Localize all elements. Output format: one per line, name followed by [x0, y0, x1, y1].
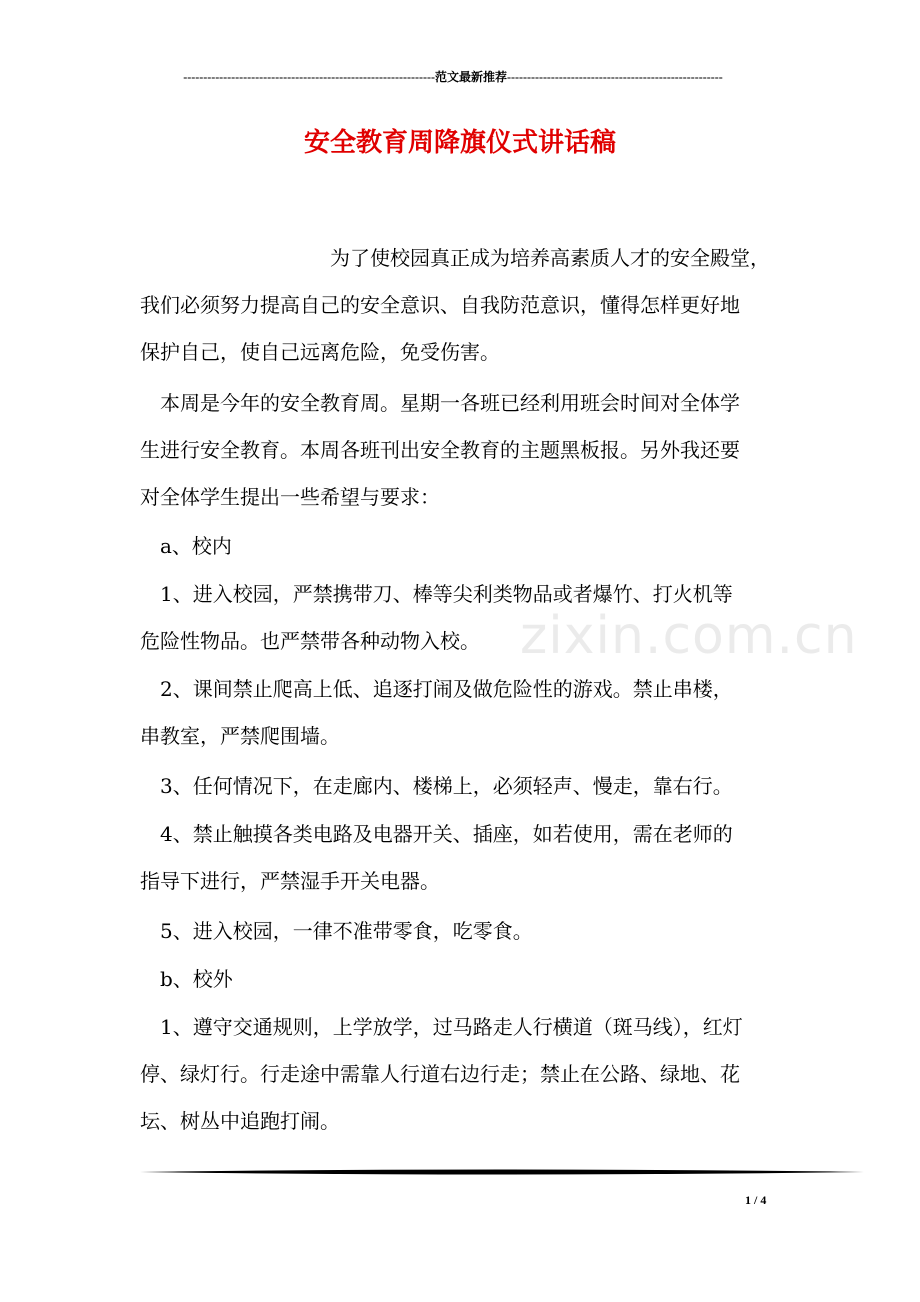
- paragraph-2: [140, 380, 790, 521]
- paragraph-line: 串教室，严禁爬围墙。: [140, 724, 340, 748]
- paragraph-line: 指导下进行，严禁湿手开关电器。: [140, 869, 440, 893]
- rule-item-1: [140, 571, 790, 665]
- paragraph-line: a、校内: [160, 534, 232, 558]
- document-title: 安全教育周降旗仪式讲话稿: [303, 128, 616, 158]
- watermark: zixin.com.cn: [520, 606, 858, 666]
- page-header: ---------------------------------------------------------------范文最新推荐------------------------------------------------------: [183, 70, 723, 84]
- section-heading-a: [140, 523, 790, 570]
- paragraph-line: 为了使校园真正成为培养高素质人才的安全殿堂，: [330, 246, 770, 270]
- paragraph-line: 本周是今年的安全教育周。星期一各班已经利用班会时间对全体学: [160, 391, 740, 415]
- paragraph-line: 生进行安全教育。本周各班刊出安全教育的主题黑板报。另外我还要: [140, 438, 740, 462]
- rule-item-2: [140, 666, 790, 760]
- paragraph-line: 保护自己，使自己远离危险，免受伤害。: [140, 340, 500, 364]
- paragraph-line: 我们必须努力提高自己的安全意识、自我防范意识，懂得怎样更好地: [140, 293, 740, 317]
- paragraph-line: 5、进入校园，一律不准带零食，吃零食。: [160, 919, 533, 943]
- paragraph-line: 2、课间禁止爬高上低、追逐打闹及做危险性的游戏。禁止串楼，: [160, 677, 733, 701]
- rule-item-4: [140, 811, 790, 905]
- rule-item-5: [140, 908, 790, 955]
- paragraph-line: 危险性物品。也严禁带各种动物入校。: [140, 629, 480, 653]
- rule-item-b1: [140, 1004, 790, 1145]
- paragraph-line: 1、遵守交通规则，上学放学，过马路走人行横道（斑马线），红灯: [160, 1015, 743, 1039]
- footer-divider: [140, 1163, 864, 1179]
- rule-item-3: [140, 763, 790, 810]
- paragraph-line: 对全体学生提出一些希望与要求：: [140, 485, 440, 509]
- paragraph-line: b、校外: [160, 967, 233, 991]
- section-heading-b: [140, 956, 790, 1003]
- paragraph-line: 3、任何情况下，在走廊内、楼梯上，必须轻声、慢走，靠右行。: [160, 774, 733, 798]
- paragraph-1: [140, 235, 790, 376]
- paragraph-line: 停、绿灯行。行走途中需靠人行道右边行走；禁止在公路、绿地、花: [140, 1062, 740, 1086]
- page-number: 1 / 4: [745, 1193, 767, 1207]
- paragraph-line: 4、禁止触摸各类电路及电器开关、插座，如若使用，需在老师的: [160, 822, 733, 846]
- paragraph-line: 1、进入校园，严禁携带刀、棒等尖利类物品或者爆竹、打火机等: [160, 582, 733, 606]
- paragraph-line: 坛、树丛中追跑打闹。: [140, 1109, 340, 1133]
